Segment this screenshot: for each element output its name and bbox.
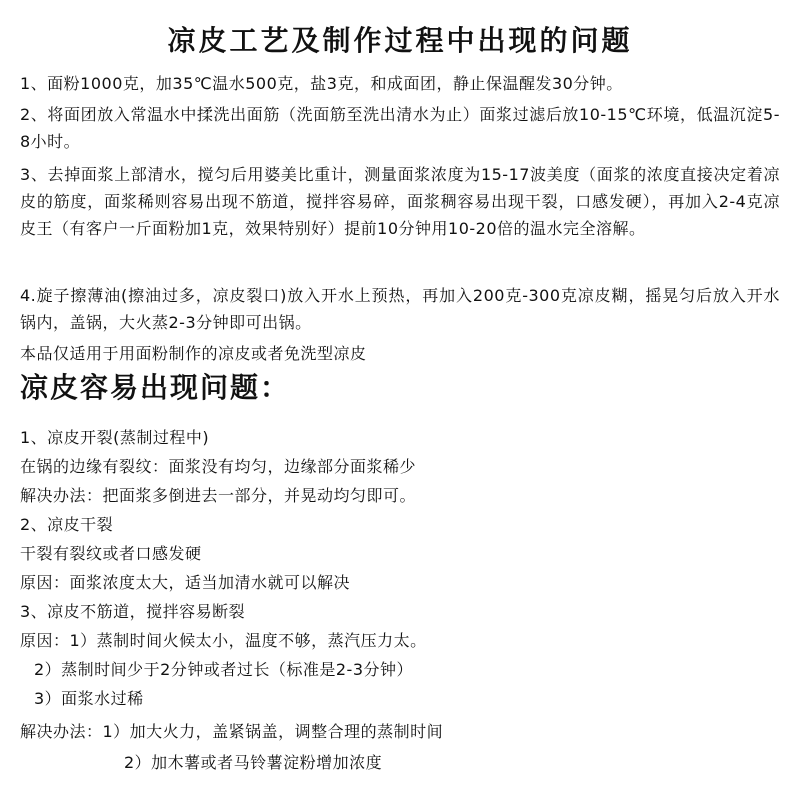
problem-3-title: 3、凉皮不筋道，搅拌容易断裂 (20, 602, 246, 621)
problem-3-solution-2: 2）加木薯或者马铃薯淀粉增加浓度 (124, 753, 383, 772)
step-1: 1、面粉1000克，加35℃温水500克，盐3克，和成面团，静止保温醒发30分钟。 (20, 74, 623, 93)
usage-note: 本品仅适用于用面粉制作的凉皮或者免洗型凉皮 (20, 344, 367, 363)
problem-1-solution: 解决办法：把面浆多倒进去一部分，并晃动均匀即可。 (20, 486, 417, 505)
step-4: 4.旋子擦薄油(擦油过多，凉皮裂口)放入开水上预热，再加入200克-300克凉皮糊，摇晃匀后放入开水锅内，盖锅，大火蒸2-3分钟即可出锅。 (20, 286, 780, 332)
page-title: 凉皮工艺及制作过程中出现的问题 (167, 24, 633, 57)
problem-3-cause-3: 3）面浆水过稀 (34, 689, 144, 708)
problem-2-title: 2、凉皮干裂 (20, 515, 114, 534)
problem-3-cause-1: 原因：1）蒸制时间火候太小，温度不够，蒸汽压力太。 (20, 631, 427, 650)
problem-2-cause: 原因：面浆浓度太大，适当加清水就可以解决 (20, 573, 351, 592)
section-heading: 凉皮容易出现问题： (20, 371, 291, 404)
problem-1-cause: 在锅的边缘有裂纹：面浆没有均匀，边缘部分面浆稀少 (20, 457, 417, 476)
step-3: 3、去掉面浆上部清水，搅匀后用婆美比重计，测量面浆浓度为15-17波美度（面浆的浓度直接决定着凉皮的筋度，面浆稀则容易出现不筋道，搅拌容易碎，面浆稠容易出现干裂，口感发硬），再加入2-4克凉皮王（有客户一斤面粉加1克，效果特别好）提前10分钟用10-20倍的温水完全溶解。 (20, 165, 780, 238)
step-2: 2、将面团放入常温水中揉洗出面筋（洗面筋至洗出清水为止）面浆过滤后放10-15℃环境，低温沉淀5-8小时。 (20, 105, 780, 151)
problem-2-symptom: 干裂有裂纹或者口感发硬 (20, 544, 202, 563)
problem-3-cause-2: 2）蒸制时间少于2分钟或者过长（标准是2-3分钟） (34, 660, 413, 679)
problem-3-solution-1: 解决办法：1）加大火力，盖紧锅盖，调整合理的蒸制时间 (20, 722, 444, 741)
problem-1-title: 1、凉皮开裂(蒸制过程中) (20, 428, 210, 447)
